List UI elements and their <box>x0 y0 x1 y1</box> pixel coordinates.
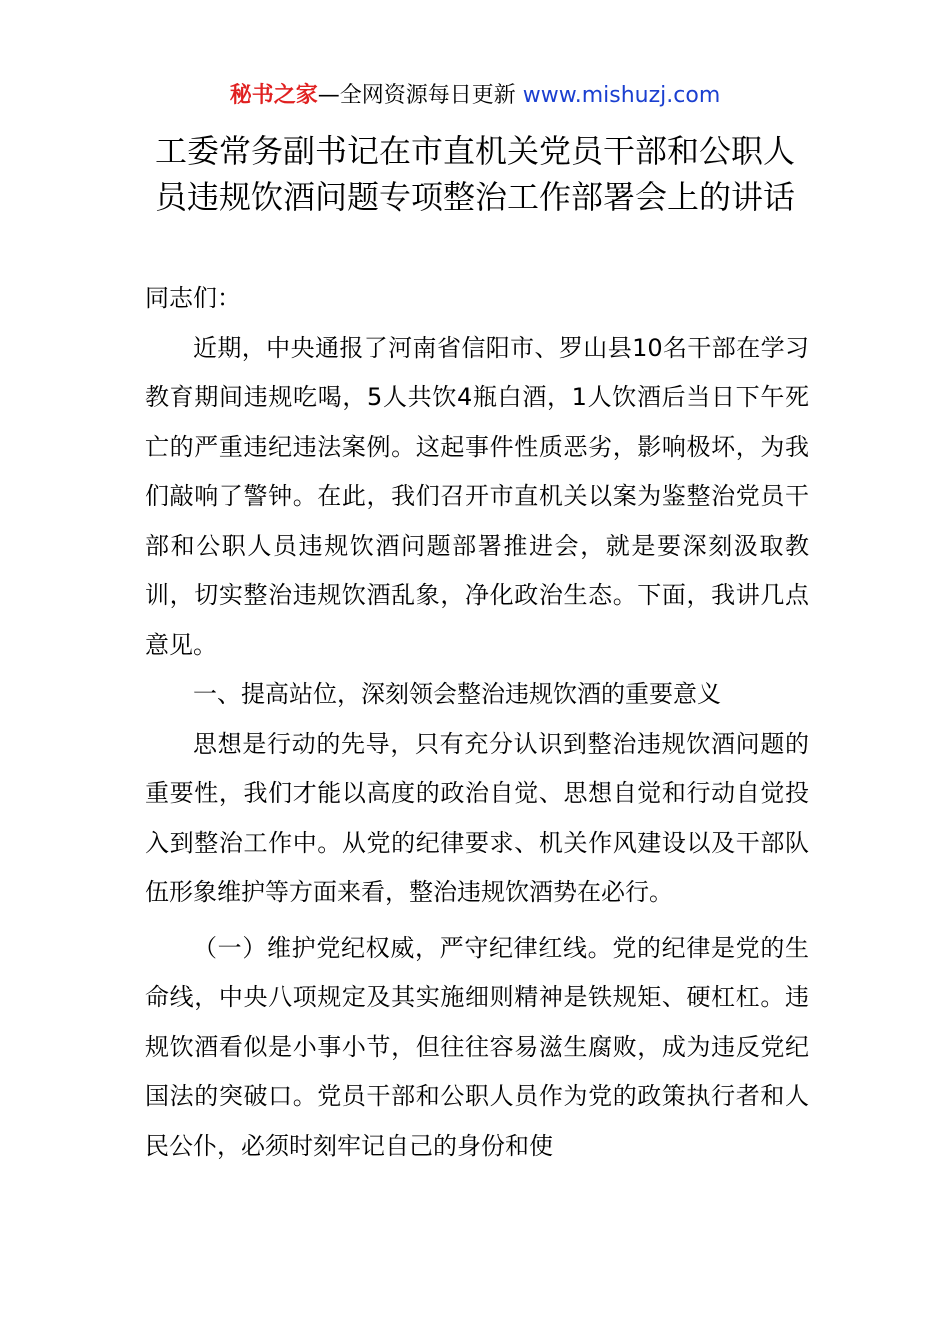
paragraph-section-1: 思想是行动的先导，只有充分认识到整治违规饮酒问题的重要性，我们才能以高度的政治自觉、思想自觉和行动自觉投入到整治工作中。从党的纪律要求、机关作风建设以及干部队伍形象维护等方面来看，整治违规饮酒势在必行。 <box>145 729 809 906</box>
document-body <box>145 274 809 1171</box>
paragraph-intro: 近期，中央通报了河南省信阳市、罗山县10名干部在学习教育期间违规吃喝，5人共饮4瓶白酒，1人饮酒后当日下午死亡的严重违纪违法案例。这起事件性质恶劣，影响极坏，为我们敲响了警钟。在此，我们召开市直机关以案为鉴整治党员干部和公职人员违规饮酒问题部署推进会，就是要深刻汲取教训，切实整治违规饮酒乱象，净化政治生态。下面，我讲几点意见。 <box>145 333 809 659</box>
title-line-1: 工委常务副书记在市直机关党员干部和公职人 <box>154 132 795 170</box>
salutation: 同志们： <box>145 284 241 312</box>
section-heading-1: 一、提高站位，深刻领会整治违规饮酒的重要意义 <box>193 680 721 708</box>
site-brand: 秘书之家 <box>229 83 318 108</box>
site-url[interactable]: www.mishuzj.com <box>522 83 721 108</box>
paragraph-subsection-1: （一）维护党纪权威，严守纪律红线。党的纪律是党的生命线，中央八项规定及其实施细则精神是铁规矩、硬杠杠。违规饮酒看似是小事小节，但往往容易滋生腐败，成为违反党纪国法的突破口。党员干部和公职人员作为党的政策执行者和人民公仆，必须时刻牢记自己的身份和使 <box>145 933 809 1160</box>
site-header <box>0 80 950 112</box>
site-tagline: —全网资源每日更新 <box>317 83 523 108</box>
title-line-2: 员违规饮酒问题专项整治工作部署会上的讲话 <box>154 178 795 216</box>
document-title <box>0 128 950 220</box>
